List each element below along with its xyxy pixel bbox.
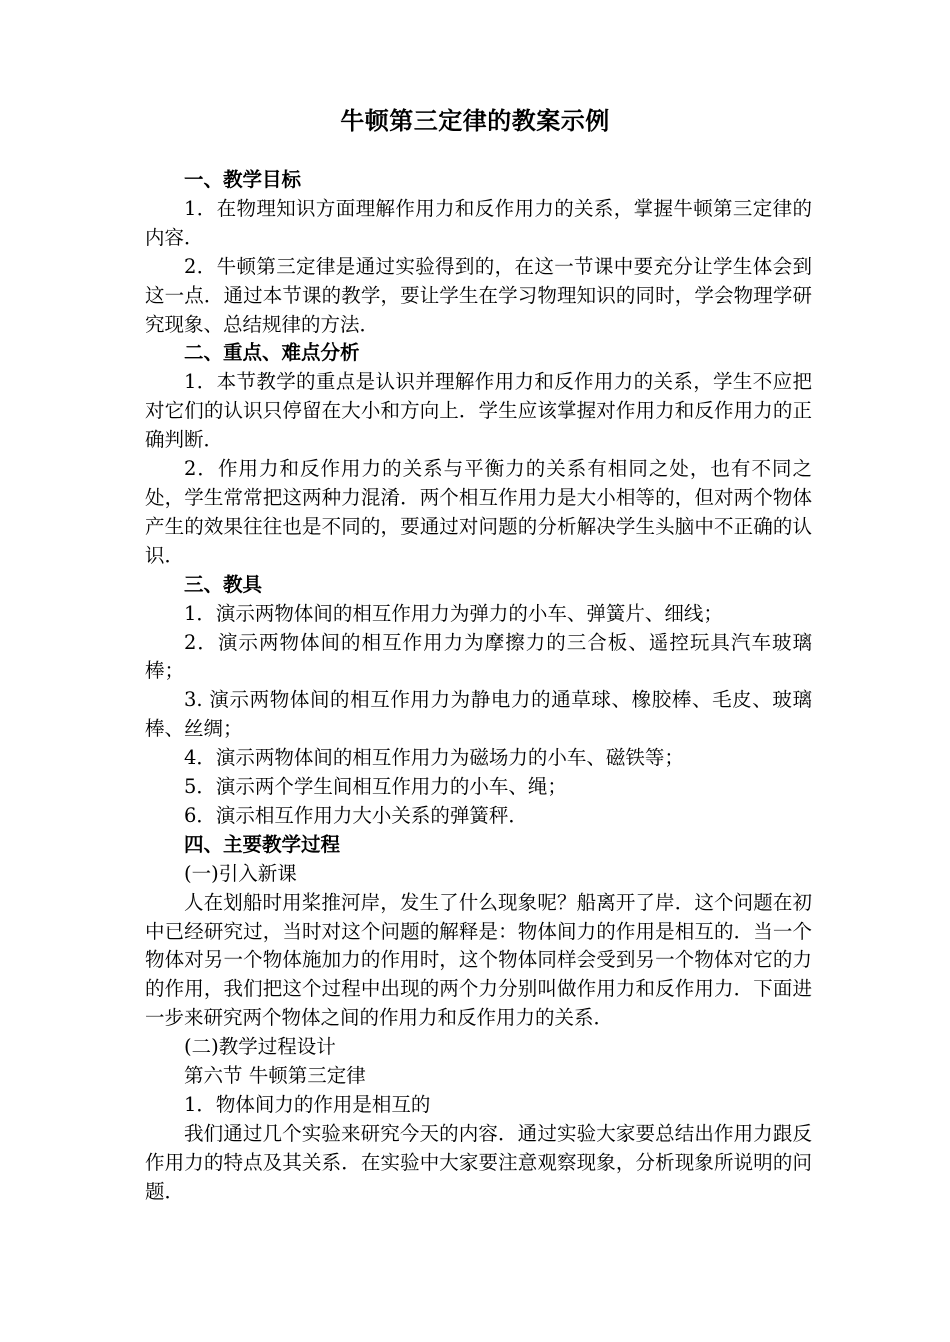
body-paragraph: (二)教学过程设计 — [184, 1035, 336, 1059]
document-title: 牛顿第三定律的教案示例 — [340, 106, 610, 135]
section-heading: 四、主要教学过程 — [184, 832, 341, 856]
body-paragraph: 1．演示两物体间的相互作用力为弹力的小车、弹簧片、细线； — [184, 601, 723, 625]
section-heading: 三、教具 — [184, 572, 263, 596]
body-paragraph: 1．物体间力的作用是相互的 — [184, 1093, 431, 1116]
document-body — [145, 166, 812, 1207]
body-paragraph: 4．演示两物体间的相互作用力为磁场力的小车、磁铁等； — [184, 746, 684, 770]
section-heading: 二、重点、难点分析 — [184, 341, 360, 365]
section-heading: 一、教学目标 — [184, 168, 302, 191]
body-paragraph: (一)引入新课 — [184, 861, 297, 885]
body-paragraph: 1．在物理知识方面理解作用力和反作用力的关系，掌握牛顿第三定律的内容． — [145, 196, 812, 249]
body-paragraph: 3. 演示两物体间的相互作用力为静电力的通草球、橡胶棒、毛皮、玻璃棒、丝绸； — [145, 688, 812, 741]
body-paragraph: 5．演示两个学生间相互作用力的小车、绳； — [184, 775, 567, 799]
body-paragraph: 我们通过几个实验来研究今天的内容．通过实验大家要总结出作用力跟反作用力的特点及其关系．在实验中大家要注意观察现象，分析现象所说明的问题． — [145, 1121, 812, 1203]
body-paragraph: 2．作用力和反作用力的关系与平衡力的关系有相同之处，也有不同之处，学生常常把这两种力混淆．两个相互作用力是大小相等的，但对两个物体产生的效果往往也是不同的，要通过对问题的分析解决学生头脑中不正确的认识． — [145, 457, 812, 567]
body-paragraph: 第六节 牛顿第三定律 — [184, 1064, 366, 1088]
body-paragraph: 6．演示相互作用力大小关系的弹簧秤． — [184, 803, 528, 827]
body-paragraph: 人在划船时用桨推河岸，发生了什么现象呢？船离开了岸．这个问题在初中已经研究过，当时对这个问题的解释是：物体间力的作用是相互的．当一个物体对另一个物体施加力的作用时，这个物体同样会受到另一个物体对它的力的作用，我们把这个过程中出现的两个力分别叫做作用力和反作用力．下面进一步来研究两个物体之间的作用力和反作用力的关系． — [145, 890, 812, 1030]
body-paragraph: 2．牛顿第三定律是通过实验得到的，在这一节课中要充分让学生体会到这一点．通过本节课的教学，要让学生在学习物理知识的同时，学会物理学研究现象、总结规律的方法． — [145, 254, 812, 336]
body-paragraph: 1．本节教学的重点是认识并理解作用力和反作用力的关系，学生不应把对它们的认识只停留在大小和方向上．学生应该掌握对作用力和反作用力的正确判断． — [145, 370, 812, 452]
body-paragraph: 2．演示两物体间的相互作用力为摩擦力的三合板、遥控玩具汽车玻璃棒； — [145, 630, 812, 683]
